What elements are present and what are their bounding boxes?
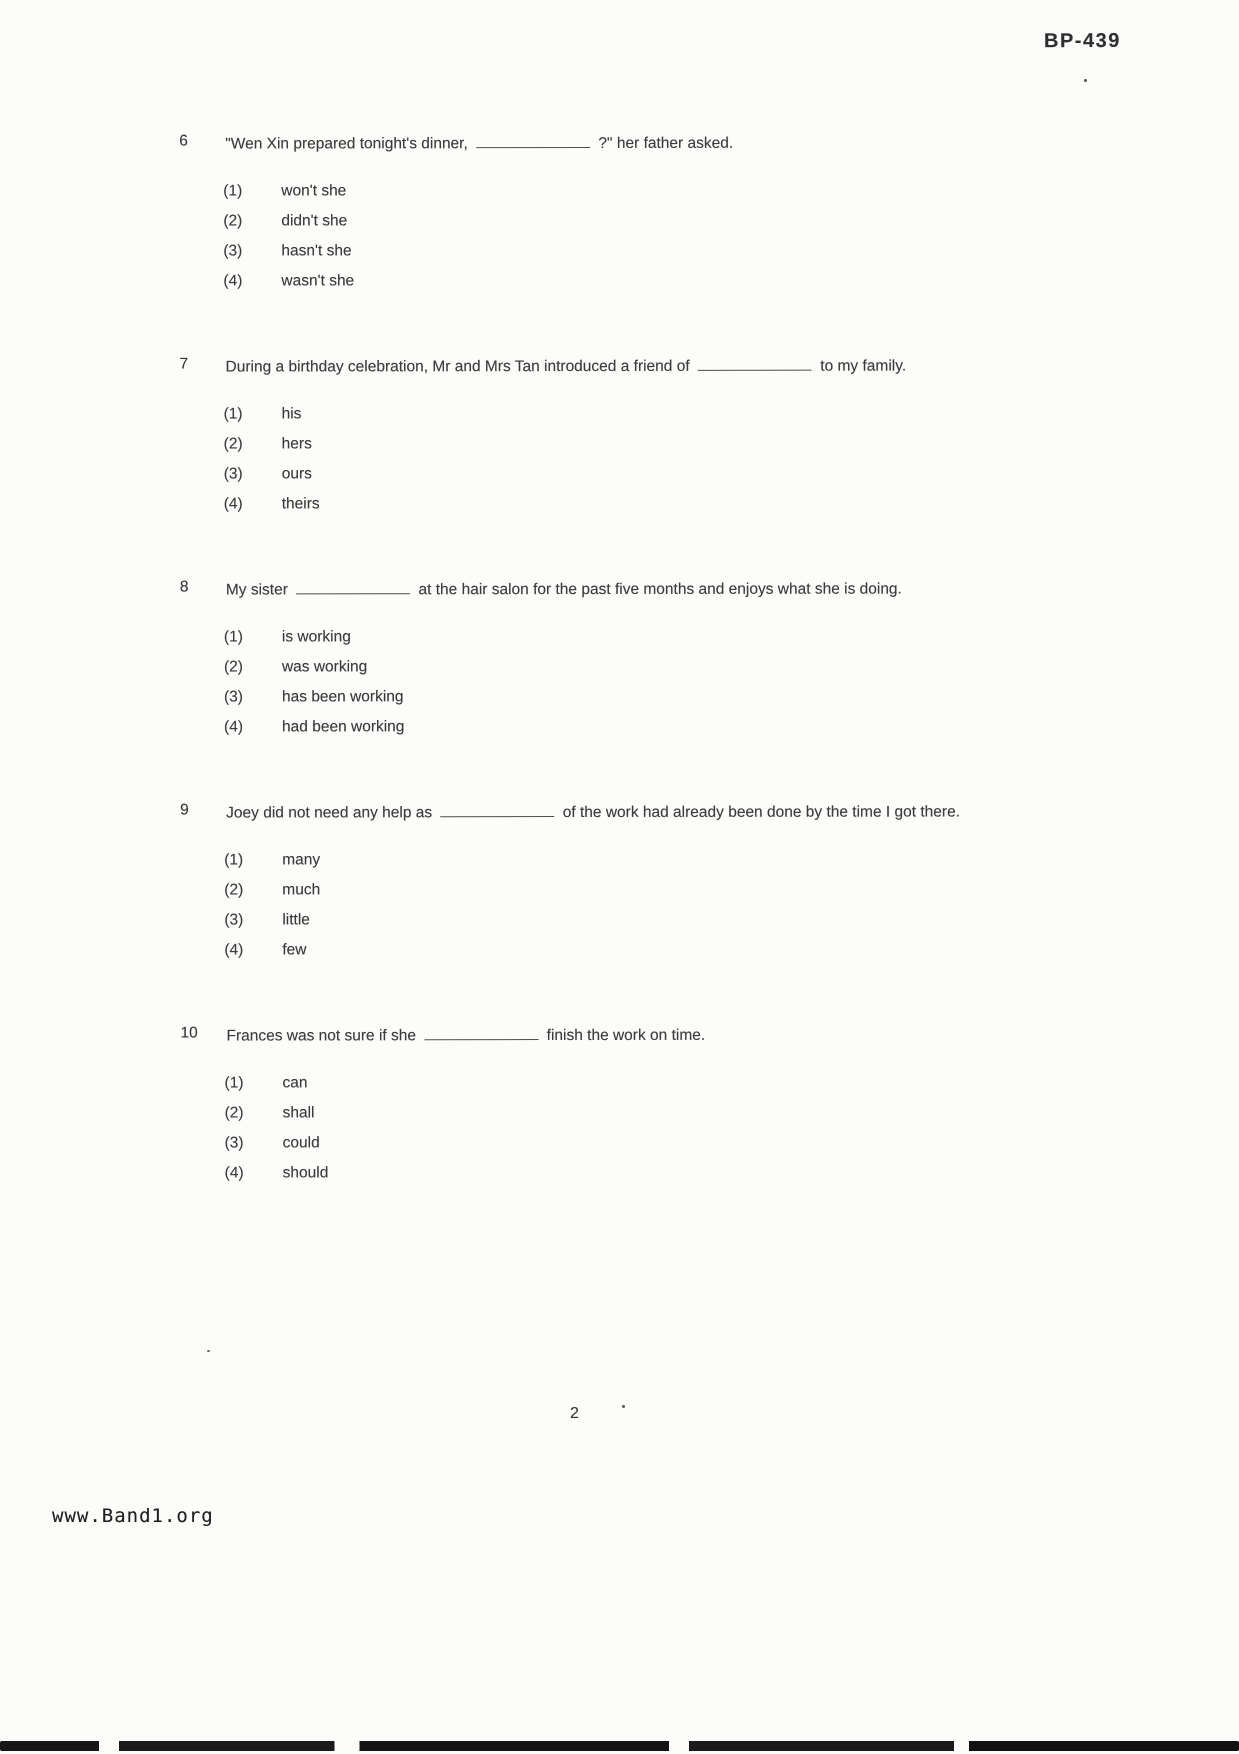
option-label: (2) xyxy=(224,881,244,899)
option-row xyxy=(224,494,980,525)
option-row xyxy=(223,211,979,242)
question-text-before: Joey did not need any help as xyxy=(226,804,433,822)
options-list xyxy=(223,181,979,302)
question-head xyxy=(180,354,980,378)
option-text: has been working xyxy=(281,688,404,706)
option-text: few xyxy=(282,941,307,959)
option-label: (1) xyxy=(223,182,243,200)
answer-blank xyxy=(440,803,554,817)
question-text xyxy=(226,577,980,601)
option-row xyxy=(223,271,979,302)
option-text: little xyxy=(282,911,310,929)
question xyxy=(180,577,980,748)
option-row xyxy=(224,717,980,748)
scan-artifact-dot xyxy=(622,1405,625,1408)
options-list xyxy=(224,627,980,748)
option-label: (2) xyxy=(223,658,243,676)
option-row xyxy=(224,687,980,718)
question-number: 8 xyxy=(179,578,189,596)
option-row xyxy=(224,404,980,435)
scan-artifact-dot xyxy=(1084,79,1087,82)
question-text-before: My sister xyxy=(225,581,288,599)
question-number: 10 xyxy=(180,1024,198,1042)
answer-blank xyxy=(698,357,812,371)
option-label: (1) xyxy=(224,851,244,869)
option-text: his xyxy=(281,405,302,423)
question xyxy=(180,354,980,525)
option-row xyxy=(225,1073,981,1104)
option-text: was working xyxy=(281,658,368,676)
option-label: (2) xyxy=(224,1104,244,1122)
question-number: 7 xyxy=(179,355,189,373)
watermark-url: www.Band1.org xyxy=(52,1505,214,1527)
question xyxy=(180,1023,980,1194)
option-label: (1) xyxy=(223,628,243,646)
option-row xyxy=(224,434,980,465)
question-text xyxy=(226,1023,980,1047)
option-text: ours xyxy=(281,465,312,483)
option-row xyxy=(224,627,980,658)
question-text-after: of the work had already been done by the time I got there. xyxy=(562,803,961,822)
option-text: didn't she xyxy=(281,212,348,230)
options-list xyxy=(224,404,980,525)
question-text-before: Frances was not sure if she xyxy=(226,1027,417,1045)
question-text xyxy=(226,354,980,378)
question-head xyxy=(180,800,980,824)
questions-list xyxy=(179,131,981,1247)
answer-blank xyxy=(296,580,410,594)
question-head xyxy=(180,577,980,601)
option-label: (2) xyxy=(223,212,243,230)
option-row xyxy=(224,657,980,688)
option-text: can xyxy=(282,1074,308,1092)
option-text: shall xyxy=(282,1104,315,1122)
option-row xyxy=(225,1133,981,1164)
option-label: (4) xyxy=(224,941,244,959)
options-list xyxy=(224,850,980,971)
option-label: (4) xyxy=(224,1164,244,1182)
question-number: 9 xyxy=(180,801,189,819)
question-text-after: ?" her father asked. xyxy=(598,134,734,152)
answer-blank xyxy=(476,134,590,148)
option-label: (1) xyxy=(224,1074,244,1092)
option-text: won't she xyxy=(281,182,347,200)
question-text-before: During a birthday celebration, Mr and Mrs Tan introduced a friend of xyxy=(225,357,690,376)
answer-blank xyxy=(424,1026,538,1040)
question-text xyxy=(226,800,980,824)
question xyxy=(179,131,979,302)
question-text-before: "Wen Xin prepared tonight's dinner, xyxy=(225,135,468,153)
option-label: (1) xyxy=(223,405,243,423)
option-label: (3) xyxy=(224,911,244,929)
question-text-after: at the hair salon for the past five months and enjoys what she is doing. xyxy=(418,580,902,599)
option-label: (4) xyxy=(223,495,243,513)
option-text: hasn't she xyxy=(281,242,352,260)
question-text xyxy=(225,131,979,155)
option-label: (3) xyxy=(223,688,243,706)
option-row xyxy=(224,940,980,971)
option-row xyxy=(225,1103,981,1134)
option-text: should xyxy=(282,1164,329,1182)
document-code: BP-439 xyxy=(1044,29,1122,53)
option-text: many xyxy=(282,851,321,869)
options-list xyxy=(225,1073,981,1194)
option-row xyxy=(223,181,979,212)
option-row xyxy=(225,1163,981,1194)
option-row xyxy=(223,241,979,272)
option-text: could xyxy=(282,1134,320,1152)
option-text: much xyxy=(282,881,321,899)
scan-artifact-bottom-bar xyxy=(0,1741,1239,1751)
question-text-after: to my family. xyxy=(820,357,907,375)
scan-artifact-dot xyxy=(207,1350,210,1352)
option-row xyxy=(224,464,980,495)
option-label: (3) xyxy=(223,242,243,260)
option-label: (2) xyxy=(223,435,243,453)
question-head xyxy=(179,131,979,155)
option-row xyxy=(224,880,980,911)
question-text-after: finish the work on time. xyxy=(546,1026,706,1045)
option-text: theirs xyxy=(281,495,320,513)
option-text: wasn't she xyxy=(281,272,355,290)
question-number: 6 xyxy=(179,132,188,150)
option-row xyxy=(224,850,980,881)
question-head xyxy=(180,1023,980,1047)
option-text: had been working xyxy=(282,718,405,736)
option-label: (4) xyxy=(223,272,243,290)
option-label: (3) xyxy=(224,1134,244,1152)
option-text: hers xyxy=(281,435,312,453)
page-number: 2 xyxy=(570,1405,579,1422)
option-row xyxy=(224,910,980,941)
option-label: (3) xyxy=(223,465,243,483)
option-text: is working xyxy=(281,628,351,646)
question xyxy=(180,800,980,971)
option-label: (4) xyxy=(224,718,244,736)
